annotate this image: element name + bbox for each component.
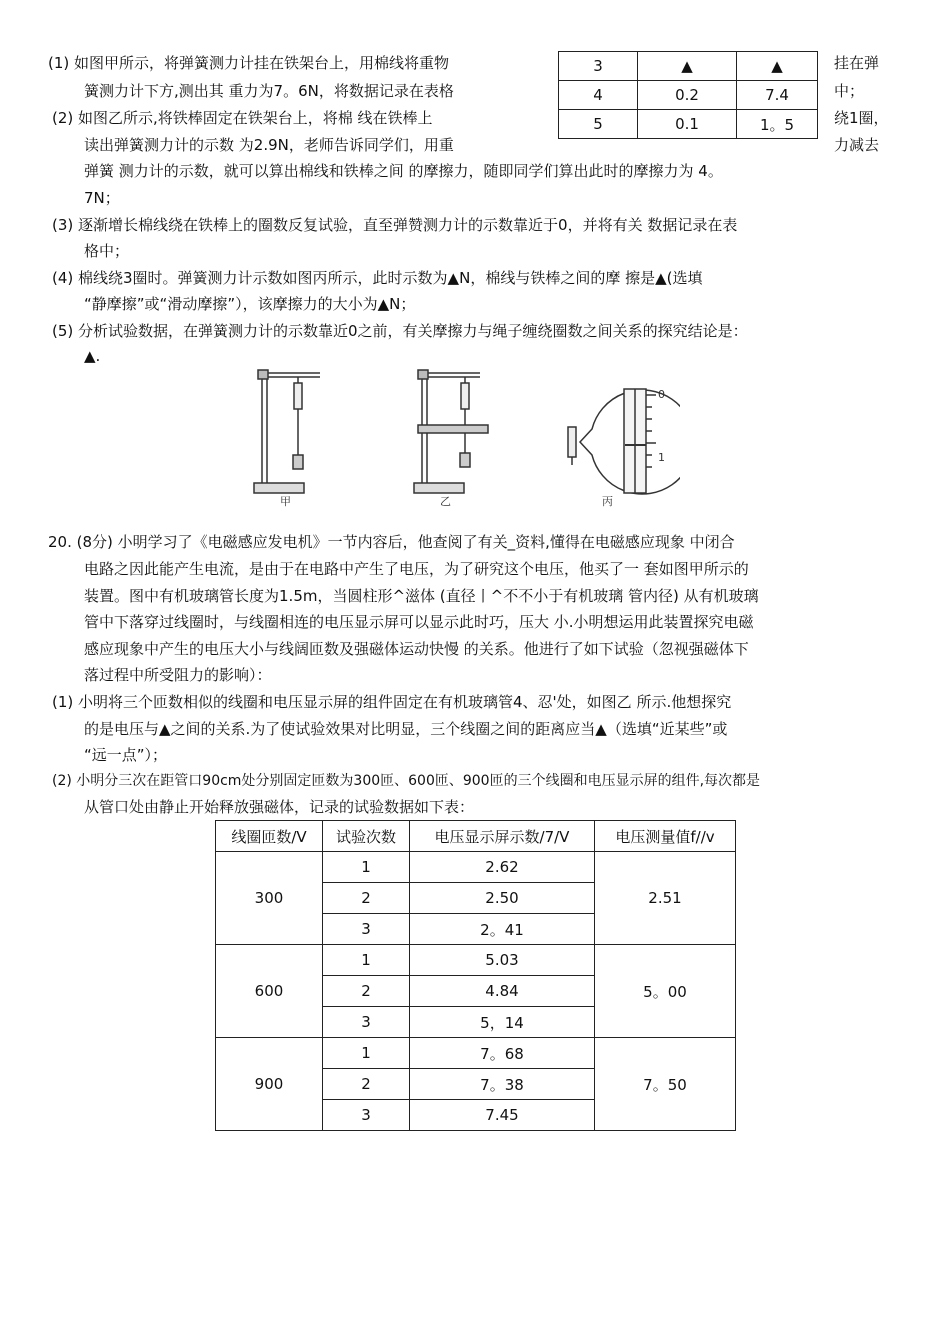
trial-cell: 1 bbox=[323, 852, 410, 883]
q19-part3-line1: (3) 逐渐增长棉线绕在铁棒上的圈数反复试验，直至弹赞测力计的示数靠近于0，并将有关 数据记录在表 bbox=[52, 216, 738, 234]
voltage-cell: 7。38 bbox=[410, 1069, 595, 1100]
q19-part3-line2: 格中； bbox=[84, 242, 130, 260]
trial-cell: 2 bbox=[323, 976, 410, 1007]
apparatus-figures bbox=[240, 365, 680, 510]
q19-part1-line2: 簧测力计下方,测出其 重力为7。6N，将数据记录在表格 bbox=[84, 82, 454, 100]
q20-part2-line2: 从管口处由静止开始释放强磁体，记录的试验数据如下表： bbox=[84, 798, 475, 816]
voltage-cell: 7.45 bbox=[410, 1100, 595, 1131]
trial-cell: 3 bbox=[323, 1007, 410, 1038]
table-cell: 7.4 bbox=[737, 81, 818, 110]
q20-part1-line1: (1) 小明将三个匝数相似的线圈和电压显示屏的组件固定在有机玻璃管4、忍'处，如图乙 所示.他想探究 bbox=[52, 693, 732, 711]
voltage-cell: 2.50 bbox=[410, 883, 595, 914]
table-cell: 0.2 bbox=[638, 81, 737, 110]
figure-yi-stand bbox=[414, 370, 488, 493]
voltage-cell: 5，14 bbox=[410, 1007, 595, 1038]
voltage-data-table bbox=[215, 820, 736, 1131]
average-cell: 7。50 bbox=[595, 1038, 736, 1131]
table-row bbox=[216, 1038, 736, 1069]
dial-label-zero: 0 bbox=[658, 388, 665, 401]
table-cell: 0.1 bbox=[638, 110, 737, 139]
q19-part2-line3: 弹簧 测力计的示数，就可以算出棉线和铁棒之间 的摩擦力，随即同学们算出此时的摩擦力为 4。 bbox=[84, 162, 723, 180]
voltage-cell: 2.62 bbox=[410, 852, 595, 883]
q19-side-text-4: 力减去 bbox=[834, 136, 880, 154]
table-cell: ▲ bbox=[737, 52, 818, 81]
q20-intro-line1: 20. (8分) 小明学习了《电磁感应发电机》一节内容后，他查阅了有关_资料,懂得在电磁感应现象 中闭合 bbox=[48, 533, 735, 551]
trial-cell: 3 bbox=[323, 1100, 410, 1131]
table-row bbox=[559, 110, 818, 139]
turns-cell: 600 bbox=[216, 945, 323, 1038]
q20-intro-line3: 装置。图中有机玻璃管长度为1.5m，当圆柱形^滋体 (直径丨^不不小于有机玻璃 管内径) 从有机玻璃 bbox=[84, 587, 759, 605]
table-row bbox=[216, 852, 736, 883]
q20-intro-line2: 电路之因此能产生电流，是由于在电路中产生了电压，为了研究这个电压，他买了一 套如图甲所示的 bbox=[84, 560, 749, 578]
q19-part2-line4: 7N； bbox=[84, 189, 120, 207]
table-cell: 1。5 bbox=[737, 110, 818, 139]
q20-intro-line5: 感应现象中产生的电压大小与线阔匝数及强磁体运动快慢 的关系。他进行了如下试验（忽视强磁体下 bbox=[84, 640, 749, 658]
figure-label-jia: 甲 bbox=[280, 495, 291, 508]
table-row bbox=[559, 52, 818, 81]
table-header: 线圈匝数/V bbox=[216, 821, 323, 852]
dial-label-one: 1 bbox=[658, 451, 665, 464]
q19-part1-line1: (1) 如图甲所示，将弹簧测力计挂在铁架台上，用棉线将重物 bbox=[48, 54, 450, 72]
average-cell: 5。00 bbox=[595, 945, 736, 1038]
table-header-row bbox=[216, 821, 736, 852]
turns-cell: 900 bbox=[216, 1038, 323, 1131]
q20-part1-line2: 的是电压与▲之间的关系.为了使试验效果对比明显，三个线圈之间的距离应当▲（选填“近某些”或 bbox=[84, 720, 728, 738]
q19-part4-line2: “静摩擦”或“滑动摩擦”），该摩擦力的大小为▲N； bbox=[84, 295, 416, 313]
voltage-cell: 5.03 bbox=[410, 945, 595, 976]
voltage-cell: 2。41 bbox=[410, 914, 595, 945]
q19-side-text-3: 绕1圈， bbox=[834, 109, 889, 127]
trial-cell: 2 bbox=[323, 1069, 410, 1100]
table-row bbox=[216, 945, 736, 976]
q20-intro-line6: 落过程中所受阻力的影响）： bbox=[84, 666, 272, 684]
figure-jia-stand bbox=[254, 370, 320, 493]
table-cell: 5 bbox=[559, 110, 638, 139]
q19-part2-line1: (2) 如图乙所示,将铁棒固定在铁架台上，将棉 线在铁棒上 bbox=[52, 109, 433, 127]
q20-part1-line3: “远一点”）； bbox=[84, 746, 168, 764]
q20-intro-line4: 管中下落穿过线圈时，与线圈相连的电压显示屏可以显示此时巧，压大 小.小明想运用此装置探究电磁 bbox=[84, 613, 754, 631]
q19-part4-line1: (4) 棉线绕3圈时。弹簧测力计示数如图丙所示，此时示数为▲N，棉线与铁棒之间的摩 擦是▲(选填 bbox=[52, 269, 703, 287]
q19-part5-line2: ▲. bbox=[84, 347, 101, 365]
figure-label-yi: 乙 bbox=[440, 495, 451, 508]
table-cell: 3 bbox=[559, 52, 638, 81]
trial-cell: 1 bbox=[323, 1038, 410, 1069]
q19-side-text-1: 挂在弹 bbox=[834, 54, 880, 72]
trial-cell: 3 bbox=[323, 914, 410, 945]
q19-part2-line2: 读出弹簧测力计的示数 为2.9N，老师告诉同学们，用重 bbox=[84, 136, 454, 154]
voltage-cell: 4.84 bbox=[410, 976, 595, 1007]
table-header: 电压测量值f//v bbox=[595, 821, 736, 852]
q19-part5-line1: (5) 分析试验数据，在弹簧测力计的示数靠近0之前，有关摩擦力与绳子缠绕圈数之间关系的探究结论是： bbox=[52, 322, 748, 340]
friction-data-table bbox=[558, 51, 818, 139]
q19-side-text-2: 中； bbox=[834, 82, 865, 100]
figure-label-bing: 丙 bbox=[602, 495, 613, 508]
table-cell: ▲ bbox=[638, 52, 737, 81]
table-row bbox=[559, 81, 818, 110]
voltage-cell: 7。68 bbox=[410, 1038, 595, 1069]
turns-cell: 300 bbox=[216, 852, 323, 945]
average-cell: 2.51 bbox=[595, 852, 736, 945]
figure-bing-dial bbox=[568, 389, 680, 494]
trial-cell: 1 bbox=[323, 945, 410, 976]
table-header: 试验次数 bbox=[323, 821, 410, 852]
table-cell: 4 bbox=[559, 81, 638, 110]
trial-cell: 2 bbox=[323, 883, 410, 914]
q20-part2-line1: (2) 小明分三次在距管口90cm处分别固定匝数为300匝、600匝、900匝的三个线圈和电压显示屏的组件,每次都是 bbox=[52, 773, 761, 789]
table-header: 电压显示屏示数/7/V bbox=[410, 821, 595, 852]
